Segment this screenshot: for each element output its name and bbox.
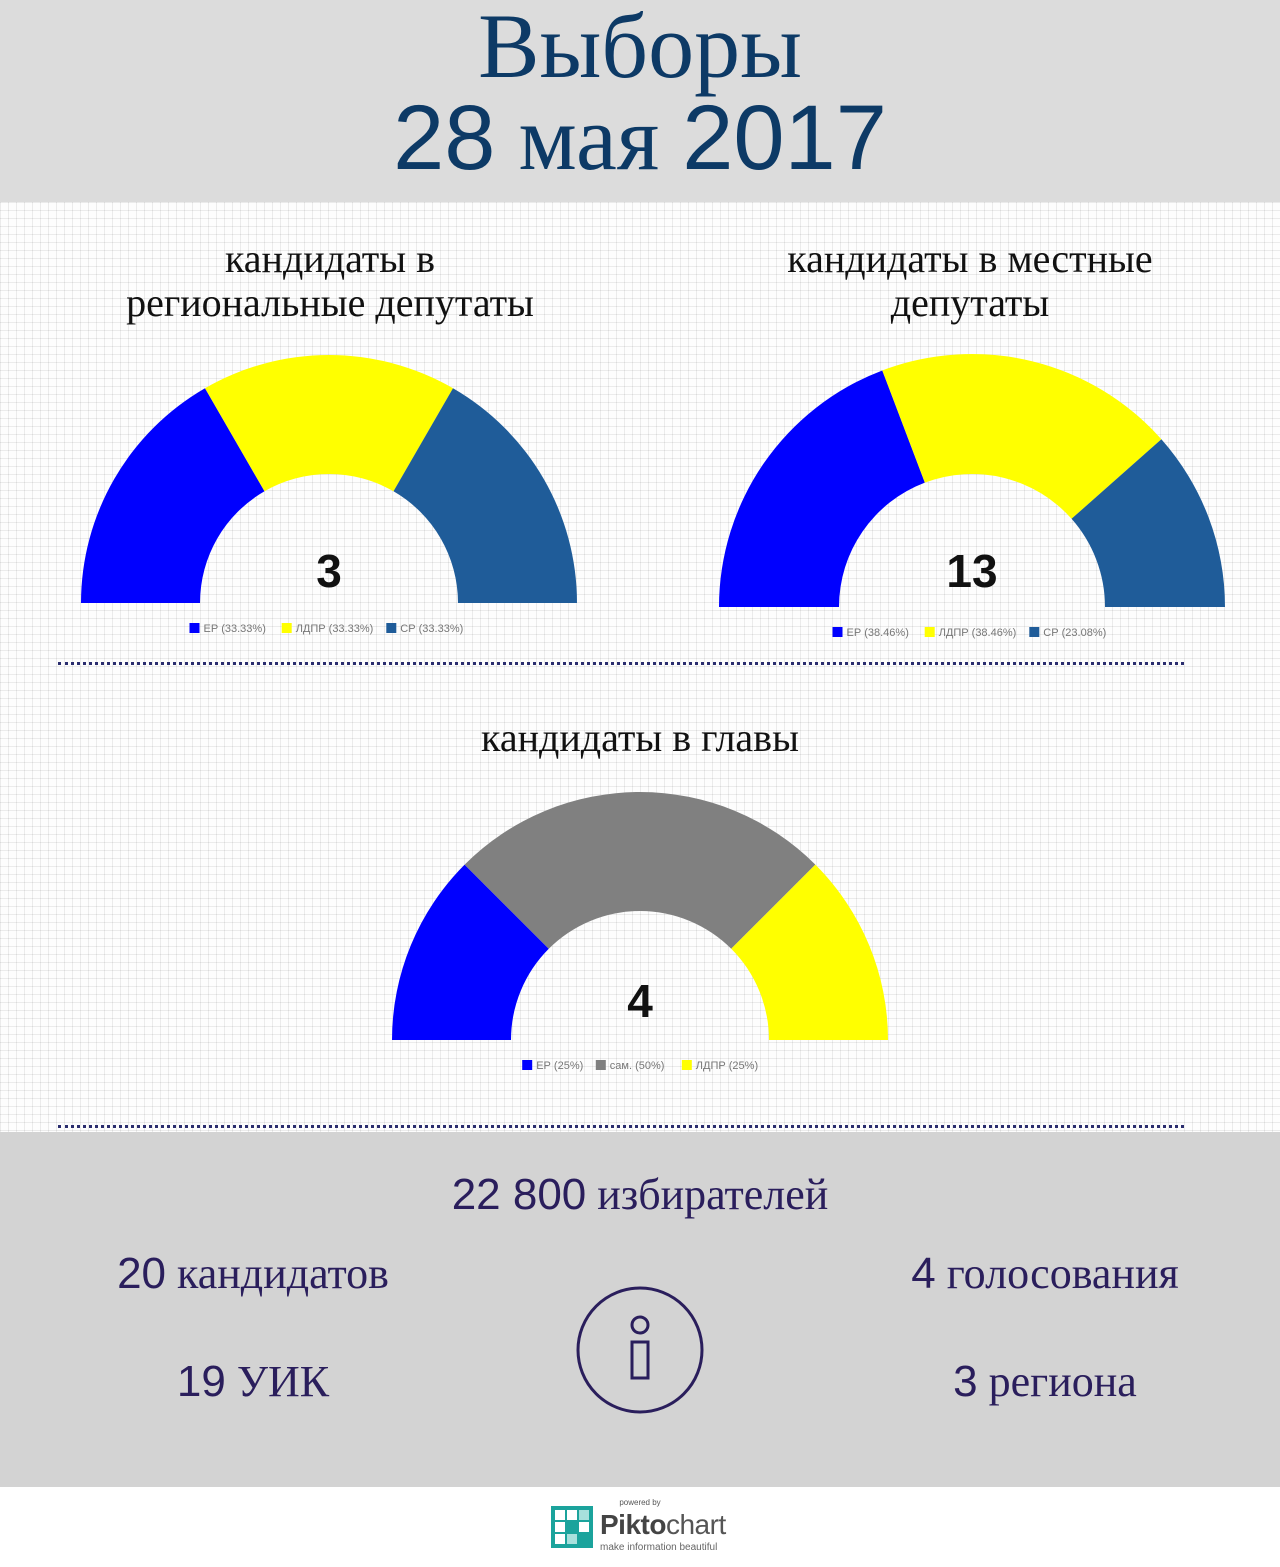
chart-title-local-line2: депутаты xyxy=(890,280,1050,325)
legend-swatch-2-1 xyxy=(596,1060,606,1070)
gauge-center-value-1: 13 xyxy=(946,545,998,597)
legend-label-0-1: ЛДПР (33.33%) xyxy=(295,623,374,635)
brand-part1: Pikto xyxy=(600,1509,666,1540)
stat-uik-label: УИК xyxy=(236,1357,330,1406)
stat-uik-number: 19 xyxy=(176,1357,226,1406)
legend-swatch-2-0 xyxy=(522,1060,532,1070)
stat-candidates xyxy=(0,1249,506,1299)
stat-voters-label: избирателей xyxy=(597,1170,829,1219)
legend-label-2-0: ЕР (25%) xyxy=(536,1060,584,1072)
stat-uik xyxy=(0,1357,506,1407)
chart-title-heads-line1: кандидаты в главы xyxy=(481,715,799,760)
piktochart-logo-icon xyxy=(550,1505,594,1549)
info-icon xyxy=(574,1284,706,1416)
gauge-center-value-2: 4 xyxy=(627,975,653,1027)
stat-votes-label: голосования xyxy=(946,1249,1179,1298)
page-title-line1: Выборы xyxy=(478,0,802,97)
powered-by-text: powered by xyxy=(619,1498,661,1507)
stat-votes xyxy=(800,1249,1280,1299)
stat-voters-number: 22 800 xyxy=(451,1170,587,1219)
stat-regions-label: региона xyxy=(988,1357,1137,1406)
stat-votes-number: 4 xyxy=(911,1249,936,1298)
chart-title-regional-line2: региональные депутаты xyxy=(126,280,534,325)
piktochart-brand xyxy=(600,1509,726,1541)
divider-bottom xyxy=(58,1125,1184,1128)
legend-label-0-2: СР (33.33%) xyxy=(400,623,464,635)
brand-part2: chart xyxy=(665,1509,726,1540)
stat-voters xyxy=(0,1170,1280,1220)
footer xyxy=(0,1487,1280,1567)
legend-label-0-0: ЕР (33.33%) xyxy=(203,623,266,635)
title-month: мая xyxy=(518,87,660,189)
gauge-center-value-0: 3 xyxy=(316,545,342,597)
piktochart-tagline: make information beautiful xyxy=(600,1542,718,1553)
stat-candidates-label: кандидатов xyxy=(177,1249,389,1298)
chart-title-local-line1: кандидаты в местные xyxy=(787,236,1153,281)
legend-label-2-2: ЛДПР (25%) xyxy=(695,1060,759,1072)
chart-title-regional-line1: кандидаты в xyxy=(224,236,436,281)
legend-swatch-2-2 xyxy=(682,1060,692,1070)
legend-label-1-2: СР (23.08%) xyxy=(1043,627,1107,639)
stat-candidates-number: 20 xyxy=(117,1249,167,1298)
title-day: 28 xyxy=(393,87,496,189)
stat-regions-number: 3 xyxy=(953,1357,978,1406)
stat-regions xyxy=(800,1357,1280,1407)
legend-label-1-0: ЕР (38.46%) xyxy=(846,627,909,639)
title-year: 2017 xyxy=(682,87,887,189)
legend-label-2-1: сам. (50%) xyxy=(609,1060,665,1072)
stats-panel xyxy=(0,1132,1280,1487)
legend-label-1-1: ЛДПР (38.46%) xyxy=(938,627,1017,639)
